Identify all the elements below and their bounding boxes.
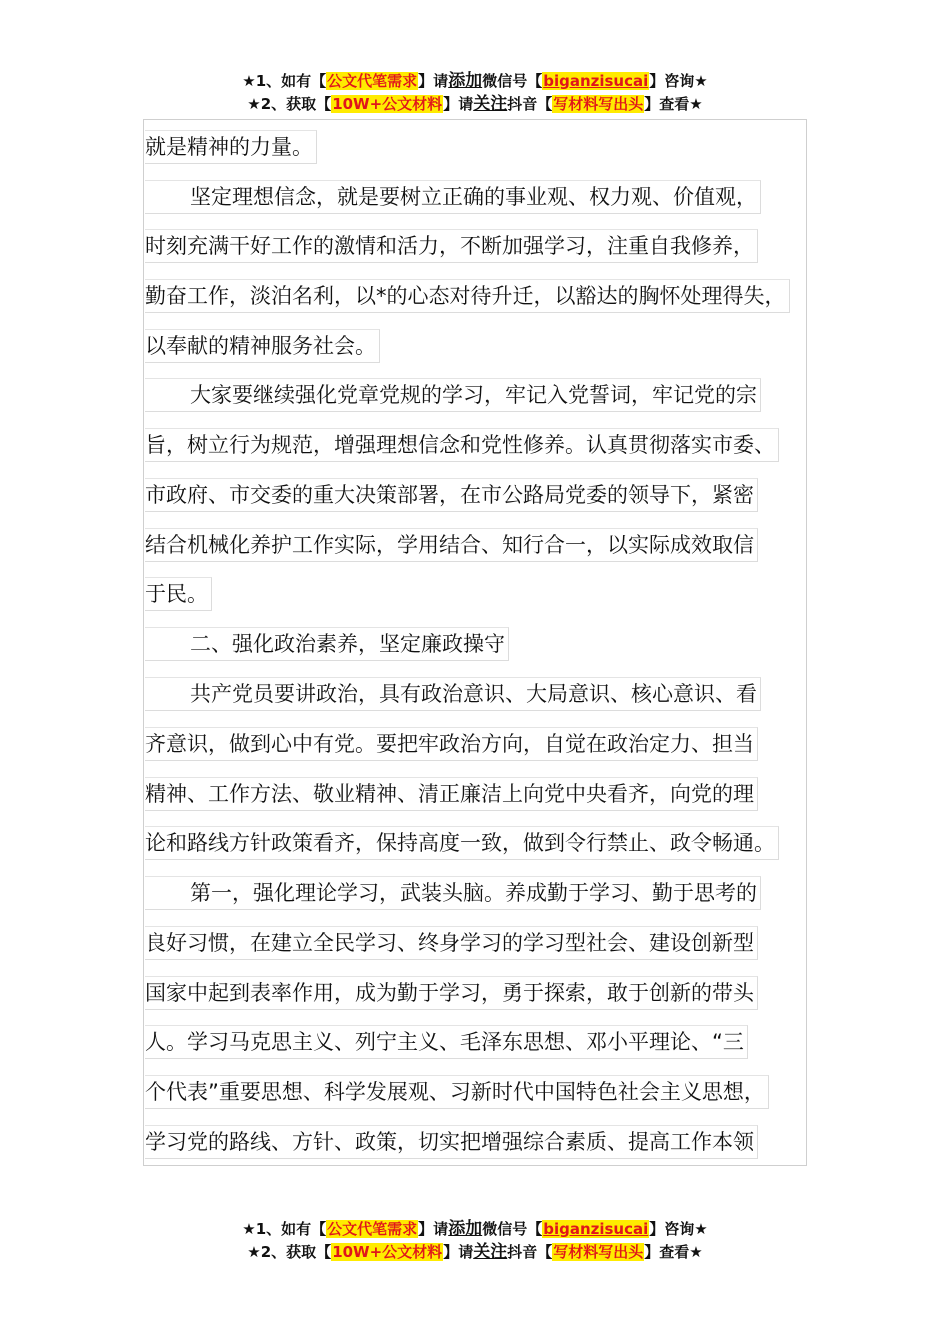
- highlight-service: 公文代笔需求: [327, 1220, 418, 1238]
- promo-text: 】查看★: [644, 95, 703, 113]
- star-icon: ★: [242, 72, 256, 90]
- document-line: 市政府、市交委的重大决策部署，在市公路局党委的领导下，紧密: [145, 478, 758, 512]
- highlight-materials: 10W+公文材料: [332, 95, 443, 113]
- document-line: 精神、工作方法、敬业精神、清正廉洁上向党中央看齐，向党的理: [145, 777, 758, 811]
- promo-text: 1、如有【: [255, 1220, 327, 1238]
- star-icon: ★: [242, 1220, 256, 1238]
- document-line: 时刻充满干好工作的激情和活力，不断加强学习，注重自我修养，: [145, 229, 758, 263]
- wechat-id-link[interactable]: biganzisucai: [543, 72, 649, 90]
- promo-text: 】请: [418, 72, 449, 90]
- promo-text: 微信号【: [482, 72, 543, 90]
- promo-emphasis: 添加: [448, 71, 483, 91]
- promo-text: 】查看★: [644, 1243, 703, 1261]
- document-line: 第一，强化理论学习，武装头脑。养成勤于学习、勤于思考的: [145, 876, 761, 910]
- promo-text: 微信号【: [482, 1220, 543, 1238]
- document-line: 个代表”重要思想、科学发展观、习新时代中国特色社会主义思想，: [145, 1075, 769, 1109]
- promo-text: 】请: [418, 1220, 449, 1238]
- document-line: 良好习惯，在建立全民学习、终身学习的学习型社会、建设创新型: [145, 926, 758, 960]
- promo-text: 】请: [443, 95, 474, 113]
- document-line: 大家要继续强化党章党规的学习，牢记入党誓词，牢记党的宗: [145, 378, 761, 412]
- document-line: 学习党的路线、方针、政策，切实把增强综合素质、提高工作本领: [145, 1125, 758, 1159]
- document-line: 结合机械化养护工作实际，学用结合、知行合一，以实际成效取信: [145, 528, 758, 562]
- document-line: 以奉献的精神服务社会。: [145, 329, 380, 363]
- promo-text: 1、如有【: [255, 72, 327, 90]
- document-line: 齐意识，做到心中有党。要把牢政治方向，自觉在政治定力、担当: [145, 727, 758, 761]
- header-promo-line-2: [0, 93, 950, 116]
- section-heading: 二、强化政治素养，坚定廉政操守: [145, 627, 509, 661]
- document-line: 就是精神的力量。: [145, 130, 317, 164]
- document-line: 于民。: [145, 577, 212, 611]
- document-line: 论和路线方针政策看齐，保持高度一致，做到令行禁止、政令畅通。: [145, 826, 779, 860]
- star-icon: ★: [247, 95, 261, 113]
- document-line: 旨，树立行为规范，增强理想信念和党性修养。认真贯彻落实市委、: [145, 428, 779, 462]
- highlight-service: 公文代笔需求: [327, 72, 418, 90]
- footer-promo: [0, 1218, 950, 1264]
- promo-text: 2、获取【: [260, 1243, 332, 1261]
- star-icon: ★: [247, 1243, 261, 1261]
- wechat-id-link[interactable]: biganzisucai: [543, 1220, 649, 1238]
- douyin-account-link[interactable]: 写材料写出头: [553, 1243, 644, 1261]
- promo-emphasis: 添加: [448, 1219, 483, 1239]
- header-promo: [0, 70, 950, 116]
- promo-emphasis: 关注: [473, 1242, 508, 1262]
- promo-text: 】咨询★: [649, 1220, 708, 1238]
- document-line: 人。学习马克思主义、列宁主义、毛泽东思想、邓小平理论、“三: [145, 1025, 748, 1059]
- document-line: 勤奋工作，淡泊名利，以*的心态对待升迁，以豁达的胸怀处理得失，: [145, 279, 790, 313]
- promo-text: 】咨询★: [649, 72, 708, 90]
- promo-text: 抖音【: [507, 95, 553, 113]
- promo-text: 2、获取【: [260, 95, 332, 113]
- promo-emphasis: 关注: [473, 94, 508, 114]
- promo-text: 抖音【: [507, 1243, 553, 1261]
- promo-text: 】请: [443, 1243, 474, 1261]
- document-line: 共产党员要讲政治，具有政治意识、大局意识、核心意识、看: [145, 677, 761, 711]
- highlight-materials: 10W+公文材料: [332, 1243, 443, 1261]
- douyin-account-link[interactable]: 写材料写出头: [553, 95, 644, 113]
- document-line: 国家中起到表率作用，成为勤于学习，勇于探索，敢于创新的带头: [145, 976, 758, 1010]
- header-promo-line-1: [0, 70, 950, 93]
- footer-promo-line-2: [0, 1241, 950, 1264]
- document-line: 坚定理想信念，就是要树立正确的事业观、权力观、价值观，: [145, 180, 761, 214]
- footer-promo-line-1: [0, 1218, 950, 1241]
